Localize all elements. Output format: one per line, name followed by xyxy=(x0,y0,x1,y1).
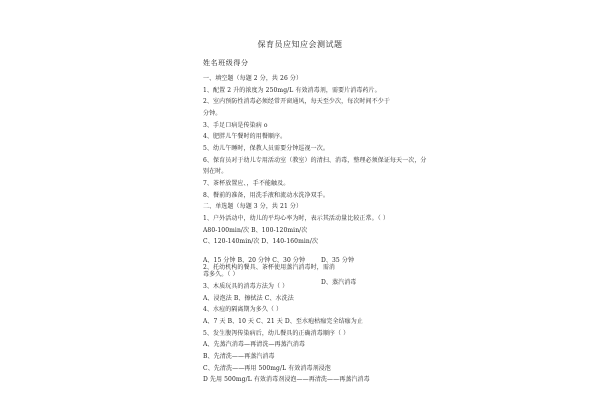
question-text: 1、户外活动中，幼儿的平均心率为时，表示其活动量比较正常。（ ） xyxy=(203,215,389,222)
question-text: 7、茶杯放置应、，手不能触及。 xyxy=(203,180,290,187)
question-text: 8、餐前的准备，用洗手液和流动水洗净双手。 xyxy=(203,192,329,199)
answer-options: A、浸泡法 B、擦拭法 C、水洗法 xyxy=(203,295,294,302)
answer-option-d: D、35 分钟 xyxy=(321,257,355,264)
section-single-choice-heading: 二、单选题（每题 3 分，共 21 分） xyxy=(203,203,303,210)
answer-options: A、15 分钟 B、20 分钟 C、30 分钟 xyxy=(203,257,306,264)
question-text: 3、手足口病是传染病 o xyxy=(203,122,268,129)
question-text: 别在时。 xyxy=(203,168,228,175)
question-text: 2、托幼机构的餐具、茶杯使用蒸汽消毒时，需消 xyxy=(203,264,336,271)
question-text: 毒多久。（ ） xyxy=(203,271,239,278)
question-text: 1、配置 2 升的浓度为 250mg/L 有效消毒剂，需要片消毒药片。 xyxy=(203,87,381,94)
question-text: 4、肥胖儿午餐时的用餐顺序。 xyxy=(203,133,287,140)
page-title: 保育员应知应会测试题 xyxy=(257,40,343,49)
question-text: 4、水痘的隔离期为多久（ ） xyxy=(203,306,283,313)
name-class-score-line: 姓名班级得分 xyxy=(203,59,249,67)
answer-option: C、先清洗——再用 500mg/L 有效消毒剂浸泡 xyxy=(203,365,331,372)
question-text: 5、幼儿午睡时，保教人员需要分钟巡视一次。 xyxy=(203,145,329,152)
question-text: 2、室内预防性消毒必须经常开窗通风，每天至少次，每次时间不少于 xyxy=(203,98,390,105)
question-text: 3、木质玩具的消毒方法为（ ） xyxy=(203,283,289,290)
answer-options: A80-100min/次 B、100-120min/次 xyxy=(203,227,308,234)
answer-option: A、先蒸汽消毒—再清洗—再蒸汽消毒 xyxy=(203,341,306,348)
answer-options: A、7 天 B、10 天 C、21 天 D、至水疱枯痂完全结痂为止 xyxy=(203,318,363,325)
question-text: 5、发生腹泻传染病后，幼儿餐具的正确消毒顺序（ ） xyxy=(203,330,350,337)
answer-option: B、先清洗——再蒸汽消毒 xyxy=(203,353,275,360)
section-fill-in-heading: 一、填空题（每题 2 分，共 26 分） xyxy=(203,75,303,82)
question-text: 6、保育员对于幼儿专用活动室（教室）的清扫、消毒，整理必须保证每天一次，分 xyxy=(203,157,427,164)
answer-options: C、120-140min/次 D、140-160min/次 xyxy=(203,238,319,245)
answer-option-d: D、蒸汽消毒 xyxy=(321,279,357,286)
answer-option: D 先用 500mg/L 有效消毒剂浸泡——再清洗——再蒸汽消毒 xyxy=(203,376,370,383)
question-text: 分钟。 xyxy=(203,110,222,117)
